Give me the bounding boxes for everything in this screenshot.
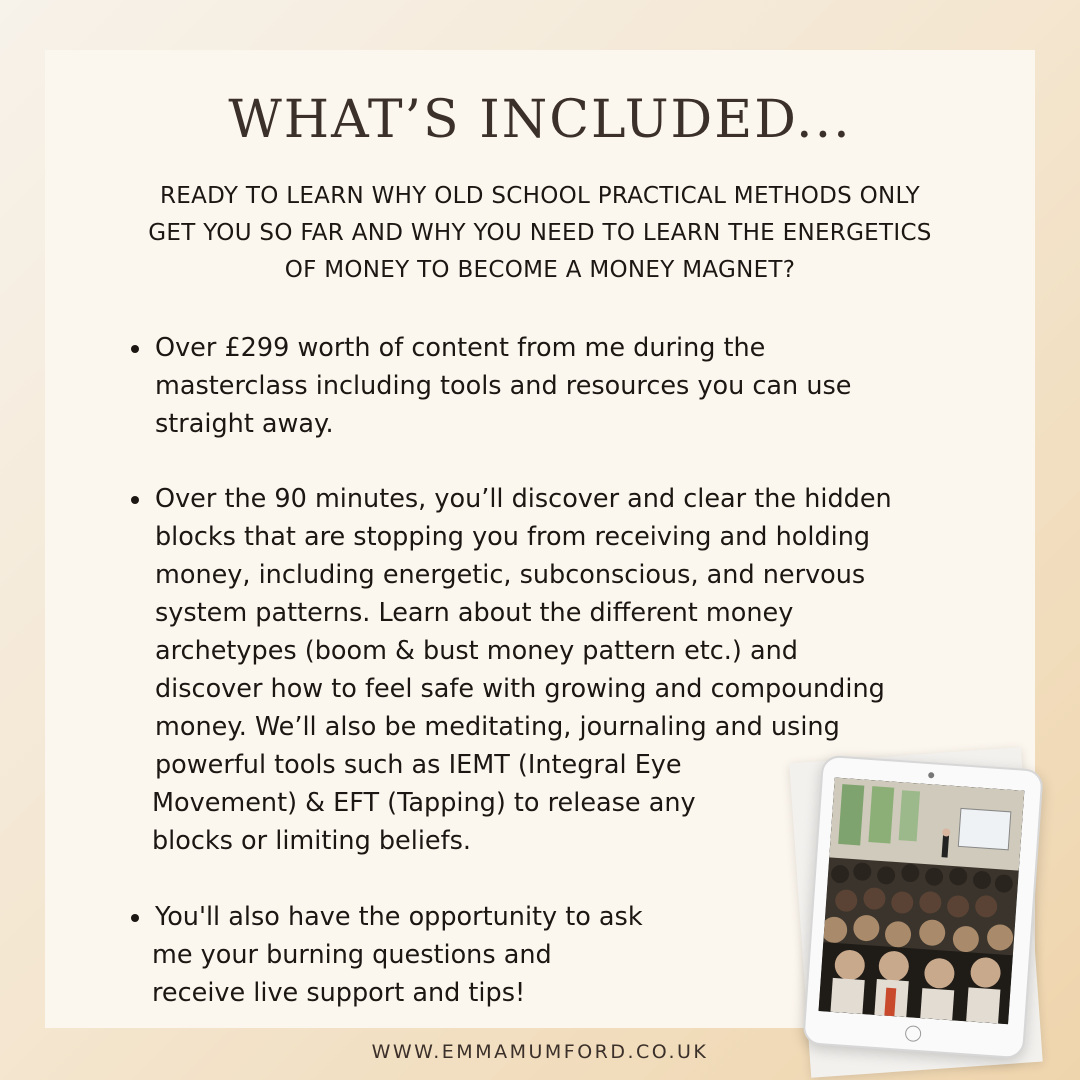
bullet-line: blocks that are stopping you from receiving and holding — [155, 522, 871, 552]
bullet-line: me your burning questions and — [152, 940, 552, 970]
bullet-item — [152, 898, 643, 1012]
website-url: WWW.EMMAMUMFORD.CO.UK — [371, 1041, 709, 1063]
bullet-dot — [131, 496, 139, 504]
bullet-line: Over £299 worth of content from me during the — [155, 333, 766, 363]
bullet-line: money, including energetic, subconscious, and nervous — [155, 560, 866, 590]
subtitle-line: GET YOU SO FAR AND WHY YOU NEED TO LEARN THE ENERGETICS — [148, 220, 932, 246]
bullet-line: You'll also have the opportunity to ask — [155, 902, 643, 932]
bullet-line: Over the 90 minutes, you’ll discover and clear the hidden — [155, 484, 892, 514]
bullet-line: discover how to feel safe with growing and compounding — [155, 674, 885, 704]
tablet-photo-audience-icon — [802, 755, 1044, 1060]
page-title: WHAT’S INCLUDED... — [228, 90, 852, 150]
bullet-line: system patterns. Learn about the different money — [155, 598, 794, 628]
bullet-line: money. We’ll also be meditating, journaling and using — [155, 712, 840, 742]
bullet-item — [152, 480, 892, 860]
bullet-dot — [131, 345, 139, 353]
bullet-line: straight away. — [155, 409, 334, 439]
bullet-line: masterclass including tools and resources you can use — [155, 371, 852, 401]
subtitle-line: READY TO LEARN WHY OLD SCHOOL PRACTICAL METHODS ONLY — [160, 183, 920, 209]
subtitle-line: OF MONEY TO BECOME A MONEY MAGNET? — [284, 257, 796, 283]
bullet-dot — [131, 914, 139, 922]
audience-photo-drawing — [818, 778, 1024, 1025]
bullet-line: blocks or limiting beliefs. — [152, 826, 471, 856]
bullet-line: Movement) & EFT (Tapping) to release any — [152, 788, 696, 818]
bullet-line: archetypes (boom & bust money pattern etc.) and — [155, 636, 798, 666]
subtitle — [110, 178, 970, 289]
camera-dot-icon — [928, 772, 934, 778]
audience-photo — [818, 778, 1024, 1025]
bullet-item — [155, 329, 851, 443]
home-button-icon — [905, 1025, 922, 1042]
bullet-line: powerful tools such as IEMT (Integral Eye — [155, 750, 682, 780]
bullet-line: receive live support and tips! — [152, 978, 526, 1008]
